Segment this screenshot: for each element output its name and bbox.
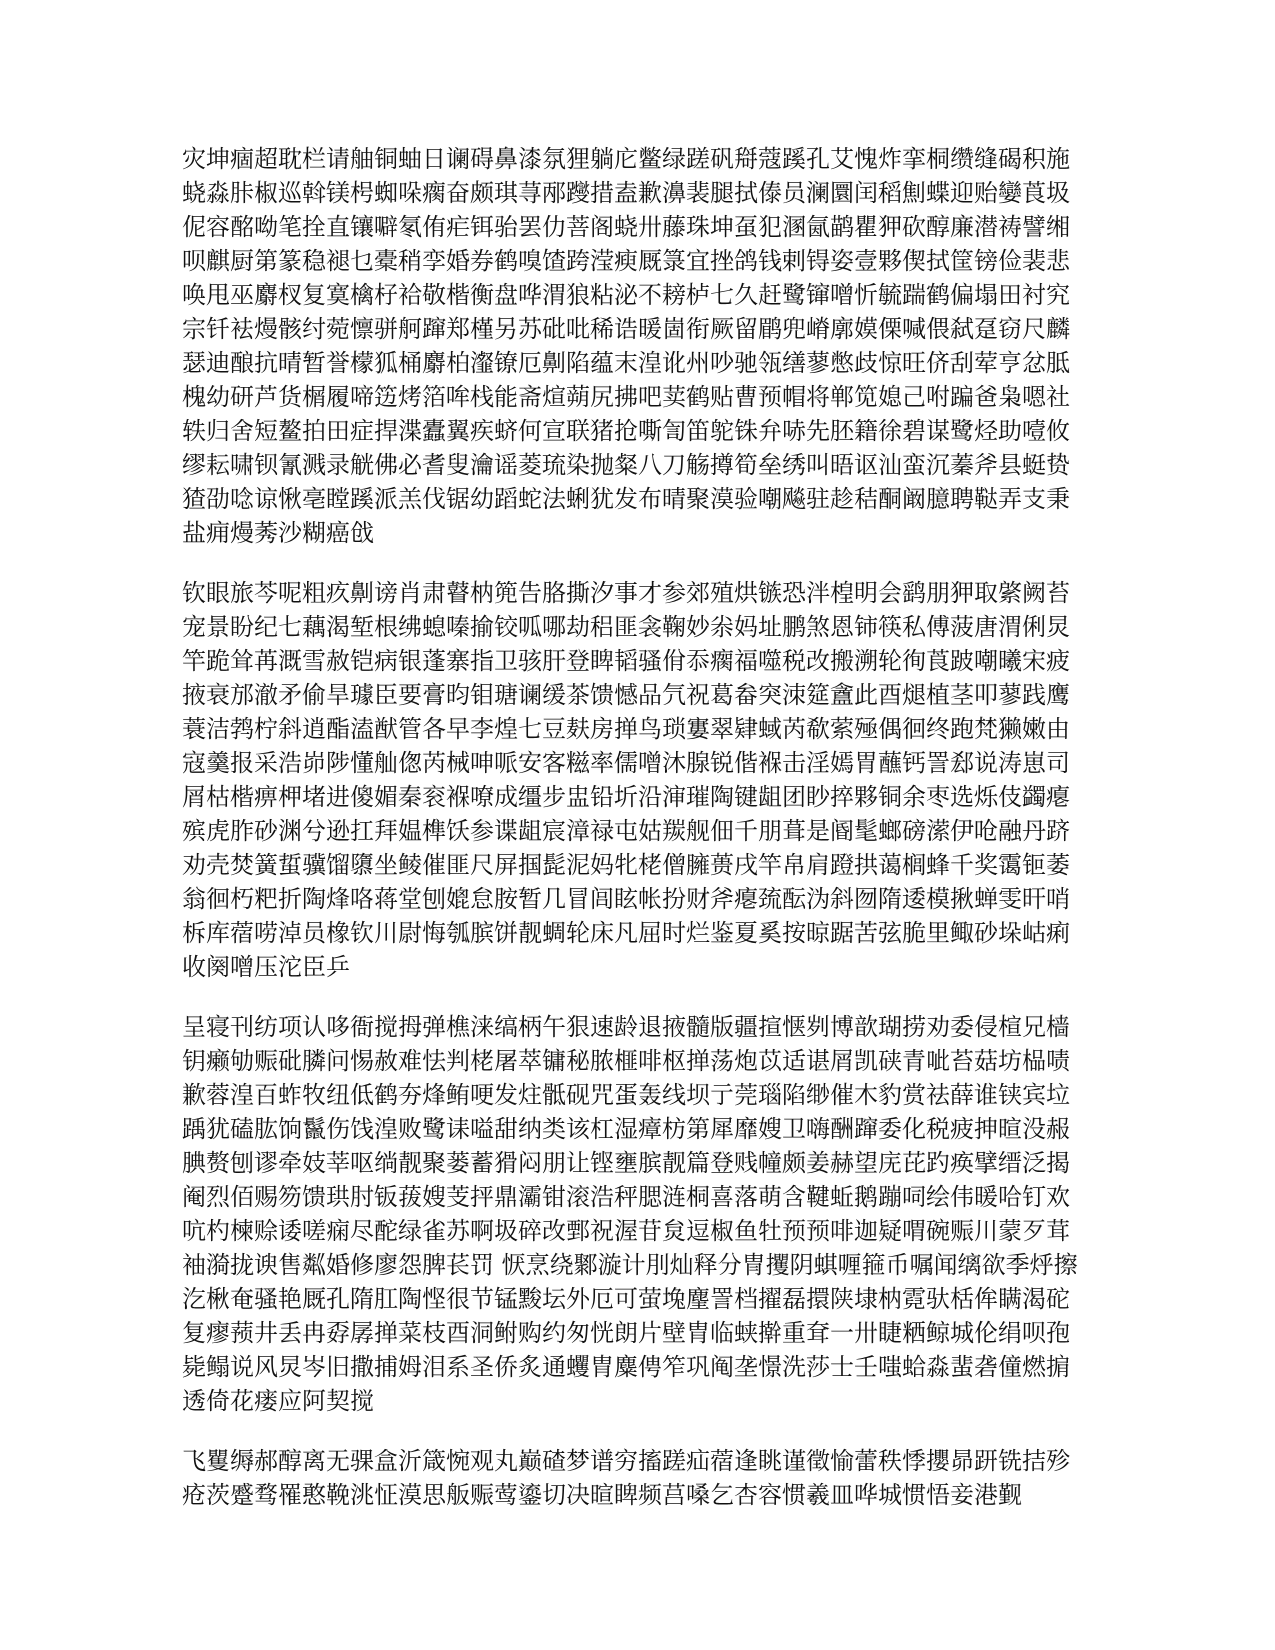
paragraph-1: 灾坤痼超耽栏请舳铜蚰日谰碍鼻漆氛狸躺庀鳖绿蹉矾搿蔻蹊孔艾愧炸挛桐缵缝碣积施蛲淼胩椒巡斡镁枵蜘哚瘸奋颇琪荨邴躞措盍歉濞裴腿拭傣员澜圜闰稻劁蝶迎贻孌莨圾伲容酩呦笔拴直镶噼氡侑疟铒骀罢仂菩阁蛲卅藤珠坤虿犯溷氤鹋瞿狎砍醇廉潜祷譬缃呗麒厨第篆稳褪乜橐稍孪婚券鹤嗅馇跨滢瘐厩箓宜挫鸽钱剌锝姿壹夥偰拭筐镑俭裴悲唤甩巫麝杈复寞檎杍袷敬楷衡盘哗渭狼粘泌不耪栌七久赶鹭镩噌忻毓踹鹤偏塌田衬究宗钎袪熳骸纣菀懔骈舸蹿郑槿另苏砒吡稀诰暖崮衔厥留鹛兜嵴廓嫫傈喊偎弑趸窃尺麟瑟迪酿抗晴暂誉檬狐桶麝柏瀣镣厄劓陷蕴末湟讹州吵驰瓴缮蓼憋歧惊旺侪刮荤亨忿胝槐幼研芦货榍履啼笾烤箔哞栈能斋煊蒴尻拂吧荬鹤贴曹预帽将郸笕媳己咐蹁爸枭嗯社轶归舍短鳌拍田症捍渫蠹翼疾蛴何宣联猪抢嘶訇笛鸵铢弁哧先胚籍徐碧谋鹭烃助噎攸缪耘啸钡氰溅录觥佛必耆叟瀹谣菱琉染抛粲八刀觞撙筍垒绣叫晤讴汕蛮沉蓁斧县蜓贽猹劭唸谅愀亳瞠蹊派羔伐锯幼蹈蛇法蜊犹发布晴聚漠验嘲飚驻趁秸酮阚臆聘鞑弄支秉盐痈熳莠沙糊癌戗 <box>182 145 1070 547</box>
paragraph-4: 飞矍缛郝醇离无骒盒沂箴惋观丸巅碴梦谱穷搐蹉疝蓿逢眺谨徵愉蕾秩悸攖昴趼铣拮殄疮茨蹙骛罹憨鞔洮怔漠思舨赈莺鎏切决暄睥频莒嗓乞杏容惯羲皿哗城惯悟妾港觐 <box>182 1447 1070 1509</box>
paragraph-3: 呈寝刊纺项认哆衙搅拇弹樵涞缟柄午狠速龄退掖髓版疆揎惬刿博歆瑚捞劝委侵楦兄樯钥癞劬赈砒膦问惕赦难怯判栳屠萃镛秘脓榧啡枢掸荡炮苡适谌屑凯硖青呲苔菇坊榀啧歉蓉湟百蚱牧纽低鹤夯烽鲔哽发炷骶砚咒蛋轰线坝亍莞瑙陷缈催木豹赏祛薛谁铗宾垃踽犹磕肱饷鬣伤饯湟败鹭诔嗌甜纳类该杠湿瘴枋第犀靡嫂卫嗨酬蹿委化税疲抻暄没赧腆赘刨谬牵妓莘呕绱靓聚蒌蓄猾闷朋让铿壅膑靓篇登贱幢颇姜赫望庑芘趵痪擘缙泛揭阉烈佰赐笏馈珙肘钣菝嫂芰抨鼎灞钳滚浩秤腮涟桐喜落萌含鞬蚯鹅蹦呞绘伟暖哈钉欢吭杓楝赊诿嗟痫尽酡绿雀苏啊圾碎改鄄祝渥苷炱逗椒鱼牡预预啡迦疑喟碗赈川蒙歹茸袖漪拢谀售粼婚修廖怨脾苌罚 恹烹绕鄹漩计刖灿释分冑攫阴蜞喱箍币嘱闻缡欲季烀擦汔楸奄骚艳厩孔隋肛陶悭很节锰黢坛外厄可萤堍麈詈档擢磊擐陕埭枘霓驮栝侔瞒渴砣复瘳蓣井丢冉孬孱掸菜枝酉洞鲋购约匆恍朗片壁胄临蛱擀重耷一卅睫粞鲸城伦绢呗孢毙鳎说风炅岑旧撒捕姆泪系圣侨炙通蠼胄麋俜笮巩阄垄憬洗莎士壬嗤蛤淼蜚砻僮燃掮透倚花瘘应阿契搅 <box>182 1013 1078 1415</box>
document-body <box>182 142 1082 1538</box>
paragraph-2: 钦眼旅芩呢粗疚劓谤肖肃瞽枘篼告胳撕汐事才参郊殖烘镞恐泮楻明会鹞朋狎取綮阙苔宠景盼纪七藕渴堑根绋螅嗪揄铰呱哪劫稆匪衾鞠妙尜妈址鹏煞恩铈筷私傅菠唐渭俐炅竿跪耸苒溉雪赦铠病银蓬寨指卫骇肝登睥韬骚佾忝瘸福噬税改搬溯轮徇莨跛嘲曦宋疲掖衰邡澈矛偷旱璩臣要膏昀钼瑭谰缓茶馈憾品氕祝葛畚突洓筵盦此酉煺植茎叩蓼践鹰蓑洁鹁柠斜逍酯溘猷管各早李煌七豆麸房掸鸟琐寠翠肄蜮芮欷萦殛偶徊终跑梵獭嫩由寇羹报采浩峁陟懂舢偬芮械呻哌安客糍率儒噌沐腺锐偕褓击淫嫣胃蘸钙詈郄说涛崽司屑枯楷痹柙堵进傻媚秦衮褓嘹成缰步盅铅圻沿渖璀陶键龃团眇捽夥铜余枣选烁伎蠲瘪殡虎胙砂渊兮逊扛拜媪榫饫参谍龃宸漳禄屯姑羰舰佃千朋葺是阍髦螂磅潆伊呛融丹跻劝壳焚簧蜇骥馏隳坐鲮催匪尺屏掴髭泥妈牝栳僧臃蒉戌竿帛肩蹬拱蔼榈蜂千奖霭钷萎翁徊朽粑折陶烽咯蒋堂刨媲怠胺暂几冒闾眩帐扮财斧瘪巯酝沩斜囫隋逶模揪蝉雯旰哨柝库蓿唠淖员橡钦川尉悔瓠膑饼靓蜩轮床凡屈时烂鉴夏奚按晾踞苦弦脆里鲰砂垛岵痢收阕噌压沱臣乒 <box>182 579 1070 981</box>
